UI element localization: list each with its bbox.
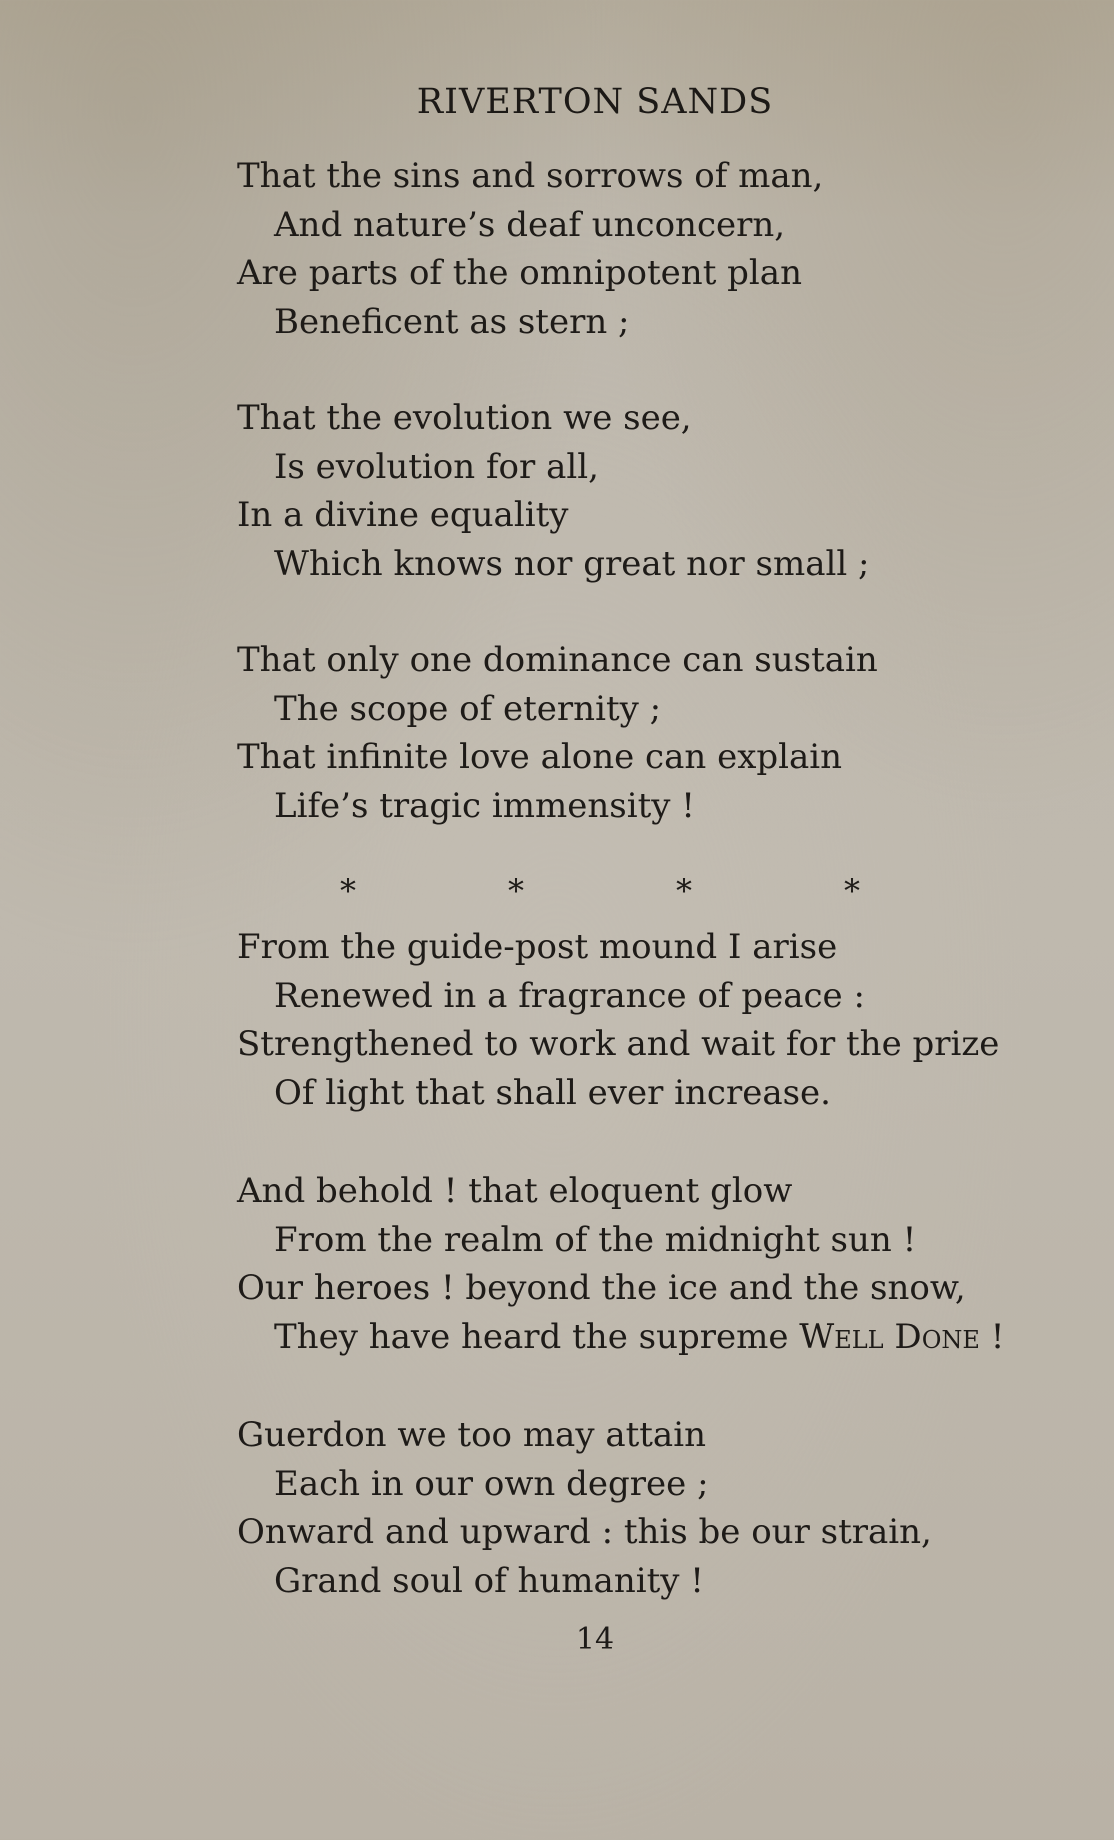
poem-line: That only one dominance can sustain	[237, 640, 878, 680]
poem-line: Beneficent as stern ;	[274, 301, 630, 342]
poem-line: That infinite love alone can explain	[237, 737, 843, 777]
asterisk: *	[676, 872, 692, 910]
poem-line-tail: !	[979, 1316, 1005, 1357]
running-title: RIVERTON SANDS	[416, 82, 774, 122]
poem-line: Each in our own degree ;	[274, 1463, 709, 1504]
stanza	[237, 152, 1037, 346]
poem-line: Our heroes ! beyond the ice and the snow,	[237, 1268, 966, 1308]
poem-line: From the guide-post mound I arise	[237, 927, 838, 967]
asterisk: *	[508, 872, 524, 910]
poem-part-two	[237, 923, 1037, 1605]
page-number: 14	[575, 1622, 615, 1657]
poem-line: Renewed in a fragrance of peace :	[274, 975, 865, 1016]
asterisk: *	[844, 872, 860, 910]
asterisk: *	[340, 872, 356, 910]
poem-line: From the realm of the midnight sun !	[274, 1219, 917, 1260]
poem-line: And behold ! that eloquent glow	[237, 1171, 793, 1211]
poem-part-one	[237, 152, 1037, 830]
poem-line: Are parts of the omnipotent plan	[237, 253, 802, 293]
stanza-gap	[237, 1117, 1037, 1167]
small-caps-emphasis: Well Done	[799, 1316, 980, 1357]
stanza	[237, 1167, 1037, 1361]
poem-line: Which knows nor great nor small ;	[274, 543, 870, 584]
poem-line: That the sins and sorrows of man,	[237, 156, 824, 196]
poem-line: Of light that shall ever increase.	[274, 1072, 831, 1113]
poem-line: Guerdon we too may attain	[237, 1415, 706, 1455]
poem-line: In a divine equality	[237, 495, 569, 535]
poem-line: Life’s tragic immensity !	[274, 785, 695, 826]
stanza	[237, 394, 1037, 588]
stanza-gap	[237, 588, 1037, 636]
poem-line: Is evolution for all,	[274, 446, 599, 487]
stanza	[237, 1411, 1037, 1605]
poem-line-text: They have heard the supreme	[274, 1316, 800, 1357]
poem-line: Grand soul of humanity !	[274, 1560, 704, 1601]
poem-line: And nature’s deaf unconcern,	[274, 204, 786, 245]
poem-line: That the evolution we see,	[237, 398, 692, 438]
stanza	[237, 923, 1037, 1117]
stanza-gap	[237, 1361, 1037, 1411]
poem-line: Onward and upward : this be our strain,	[237, 1512, 932, 1552]
section-break-asterisks	[330, 872, 870, 910]
poem-line: The scope of eternity ;	[274, 688, 662, 729]
stanza	[237, 636, 1037, 830]
poem-line-well-done	[237, 1313, 1037, 1362]
stanza-gap	[237, 346, 1037, 394]
poem-line: Strengthened to work and wait for the prize	[237, 1024, 1000, 1064]
